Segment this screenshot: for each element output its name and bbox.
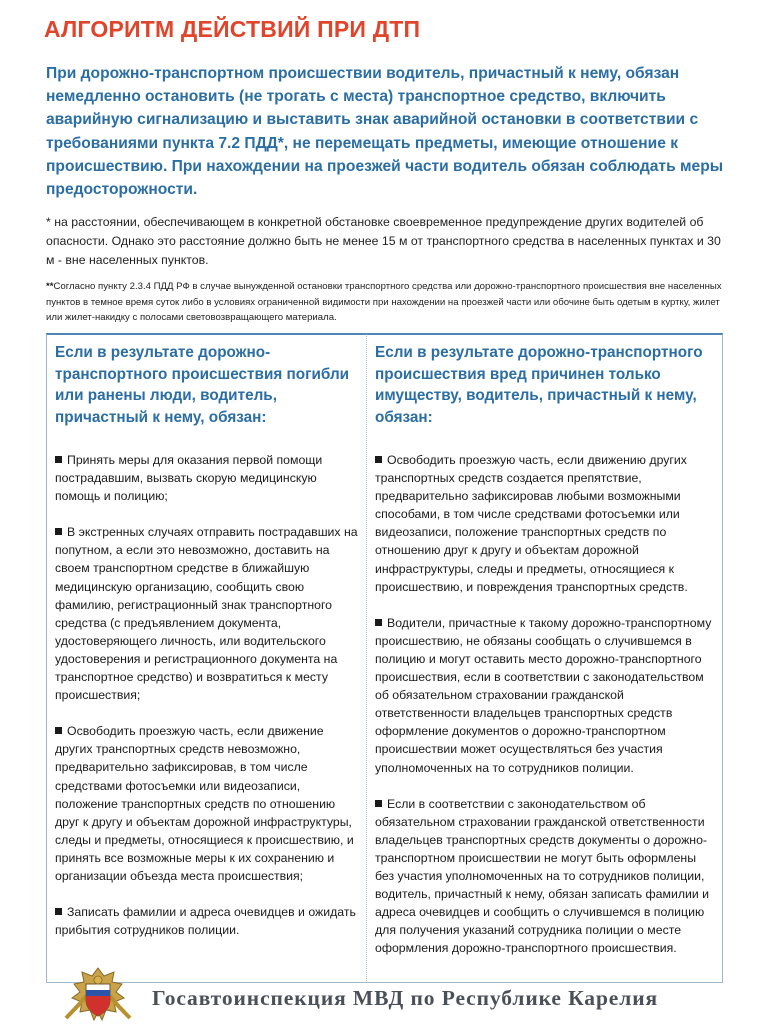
list-item: [55, 903, 360, 939]
list-item-text: Принять меры для оказания первой помощи пострадавшим, вызвать скорую медицинскую помощь и полицию;: [55, 453, 323, 504]
footnote-reflective-vest: [46, 279, 726, 326]
square-bullet-icon: [375, 456, 382, 463]
footnote-reflective-text: Согласно пункту 2.3.4 ПДД РФ в случае вынужденной остановки транспортного средства или дорожно-транспортного происшествия вне населенных пунктов в темное время суток либо в условиях ограниченной видимости при нахождении на проезжей части или обочине быть одетым в куртку, жилет или жилет-накидку с полосами световозвращающего материала.: [46, 281, 722, 324]
column-injured-list: [55, 451, 360, 957]
list-item-text: Освободить проезжую часть, если движение других транспортных средств невозможно, предварительно зафиксировав, в том числе средствами фотосъемки или видеозаписи, положение транспортных средств по отношению друг к другу и объектам дорожной инфраструктуры, следы и предметы, относящиеся к происшествию, и принять все возможные меры к их сохранению и организации объезда места происшествия;: [55, 724, 354, 883]
square-bullet-icon: [55, 456, 62, 463]
list-item: [375, 614, 715, 777]
square-bullet-icon: [55, 528, 62, 535]
square-bullet-icon: [375, 619, 382, 626]
document-title: АЛГОРИТМ ДЕЙСТВИЙ ПРИ ДТП: [44, 16, 421, 42]
intro-paragraph: При дорожно-транспортном происшествии водитель, причастный к нему, обязан немедленно остановить (не трогать с места) транспортное средство, включить аварийную сигнализацию и выставить знак аварийной остановки в соответствии с требованиями пункта 7.2 ПДД*, не перемещать предметы, имеющие отношение к происшествию. При нахождении на проезжей части водитель обязан соблюдать меры предосторожности.: [46, 65, 724, 199]
list-item-text: Водители, причастные к такому дорожно-транспортному происшествию, не обязаны сообщать о случившемся в полицию и могут оставить место дорожно-транспортного происшествия, если в соответствии с законодательством об обязательном страховании гражданской ответственности владельцев транспортных средств оформление документов о дорожно-транспортном происшествии может осуществляться без участия уполномоченных на то сотрудников полиции.: [375, 615, 712, 775]
column-property-heading: Если в результате дорожно-транспортного происшествия вред причинен только имуществу, водитель, причастный к нему, обязан:: [375, 344, 703, 426]
gibdd-emblem-icon: [60, 966, 136, 1026]
list-item: [55, 722, 360, 885]
list-item-text: Записать фамилии и адреса очевидцев и ожидать прибытия сотрудников полиции.: [55, 905, 356, 938]
list-item: [55, 523, 360, 704]
column-property-damage: [366, 333, 723, 983]
footer-organization: Госавтоинспекция МВД по Республике Карелия: [152, 986, 659, 1010]
two-column-table: [46, 333, 722, 983]
footer: [0, 962, 768, 1024]
column-injured-heading: Если в результате дорожно-транспортного происшествия погибли или ранены люди, водитель, причастный к нему, обязан:: [55, 344, 350, 426]
list-item: [375, 451, 715, 596]
list-item: [55, 451, 360, 505]
list-item-text: Освободить проезжую часть, если движению других транспортных средств создается препятствие, предварительно зафиксировав любыми возможными способами, в том числе средствами фотосъемки или видеозаписи, положение транспортных средств по отношению друг к другу и объектам дорожной инфраструктуры, следы и предметы, относящиеся к происшествию, и повреждения транспортных средств.: [375, 453, 688, 594]
list-item-text: Если в соответствии с законодательством об обязательном страховании гражданской ответственности владельцев транспортных средств документы о дорожно-транспортном происшествии не могут быть оформлены без участия уполномоченных на то сотрудников полиции, водитель, причастный к нему, обязан записать фамилии и адреса очевидцев и сообщить о случившемся в полицию для получения указаний сотрудника полиции о месте оформления дорожно-транспортного происшествия.: [375, 796, 710, 956]
square-bullet-icon: [55, 908, 62, 915]
list-item: [375, 795, 715, 958]
square-bullet-icon: [375, 800, 382, 807]
list-item-text: В экстренных случаях отправить пострадавших на попутном, а если это невозможно, доставить на своем транспортном средстве в ближайшую медицинскую организацию, сообщить свою фамилию, регистрационный знак транспортного средства (с предъявлением документа, удостоверяющего личность, или водительского удостоверения и регистрационного документа на транспортное средство) и возвратиться к месту происшествия;: [55, 525, 358, 703]
column-property-list: [375, 451, 715, 975]
footnote-mark: **: [46, 281, 54, 292]
footnote-distance: * на расстоянии, обеспечивающем в конкретной обстановке своевременное предупреждение других водителей об опасности. Однако это расстояние должно быть не менее 15 м от транспортного средства в населенных пунктах и 30 м - вне населенных пунктов.: [46, 215, 721, 267]
square-bullet-icon: [55, 727, 62, 734]
column-injured: [46, 333, 367, 983]
